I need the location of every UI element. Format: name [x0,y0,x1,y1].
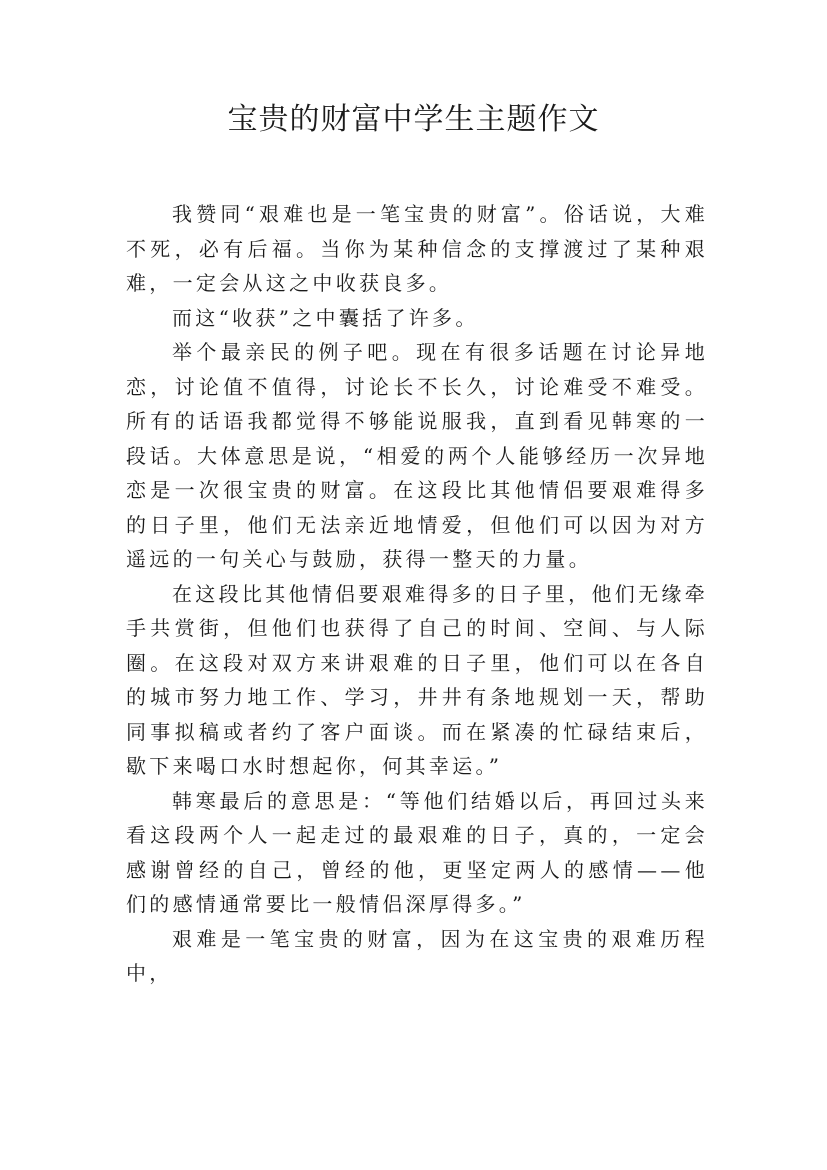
paragraph: 在这段比其他情侣要艰难得多的日子里，他们无缘牵手共赏街，但他们也获得了自己的时间、空间、与人际圈。在这段对双方来讲艰难的日子里，他们可以在各自的城市努力地工作、学习，井井有条地规划一天，帮助同事拟稿或者约了客户面谈。而在紧凑的忙碌结束后，歇下来喝口水时想起你，何其幸运。” [126,581,708,778]
paragraph: 艰难是一笔宝贵的财富，因为在这宝贵的艰难历程中， [126,926,708,985]
paragraph: 举个最亲民的例子吧。现在有很多话题在讨论异地恋，讨论值不值得，讨论长不长久，讨论难受不难受。所有的话语我都觉得不够能说服我，直到看见韩寒的一段话。大体意思是说，“相爱的两个人能够经历一次异地恋是一次很宝贵的财富。在这段比其他情侣要艰难得多的日子里，他们无法亲近地情爱，但他们可以因为对方遥远的一句关心与鼓励，获得一整天的力量。 [126,340,708,571]
document-title: 宝贵的财富中学生主题作文 [227,102,600,137]
paragraph: 韩寒最后的意思是：“等他们结婚以后，再回过头来看这段两个人一起走过的最艰难的日子，真的，一定会感谢曾经的自己，曾经的他，更坚定两人的感情——他们的感情通常要比一般情侣深厚得多。” [126,788,708,916]
document-body [126,197,708,991]
paragraph: 我赞同“艰难也是一笔宝贵的财富”。俗话说，大难不死，必有后福。当你为某种信念的支撑渡过了某种艰难，一定会从这之中收获良多。 [126,202,708,295]
paragraph: 而这“收获”之中囊括了许多。 [172,305,479,330]
